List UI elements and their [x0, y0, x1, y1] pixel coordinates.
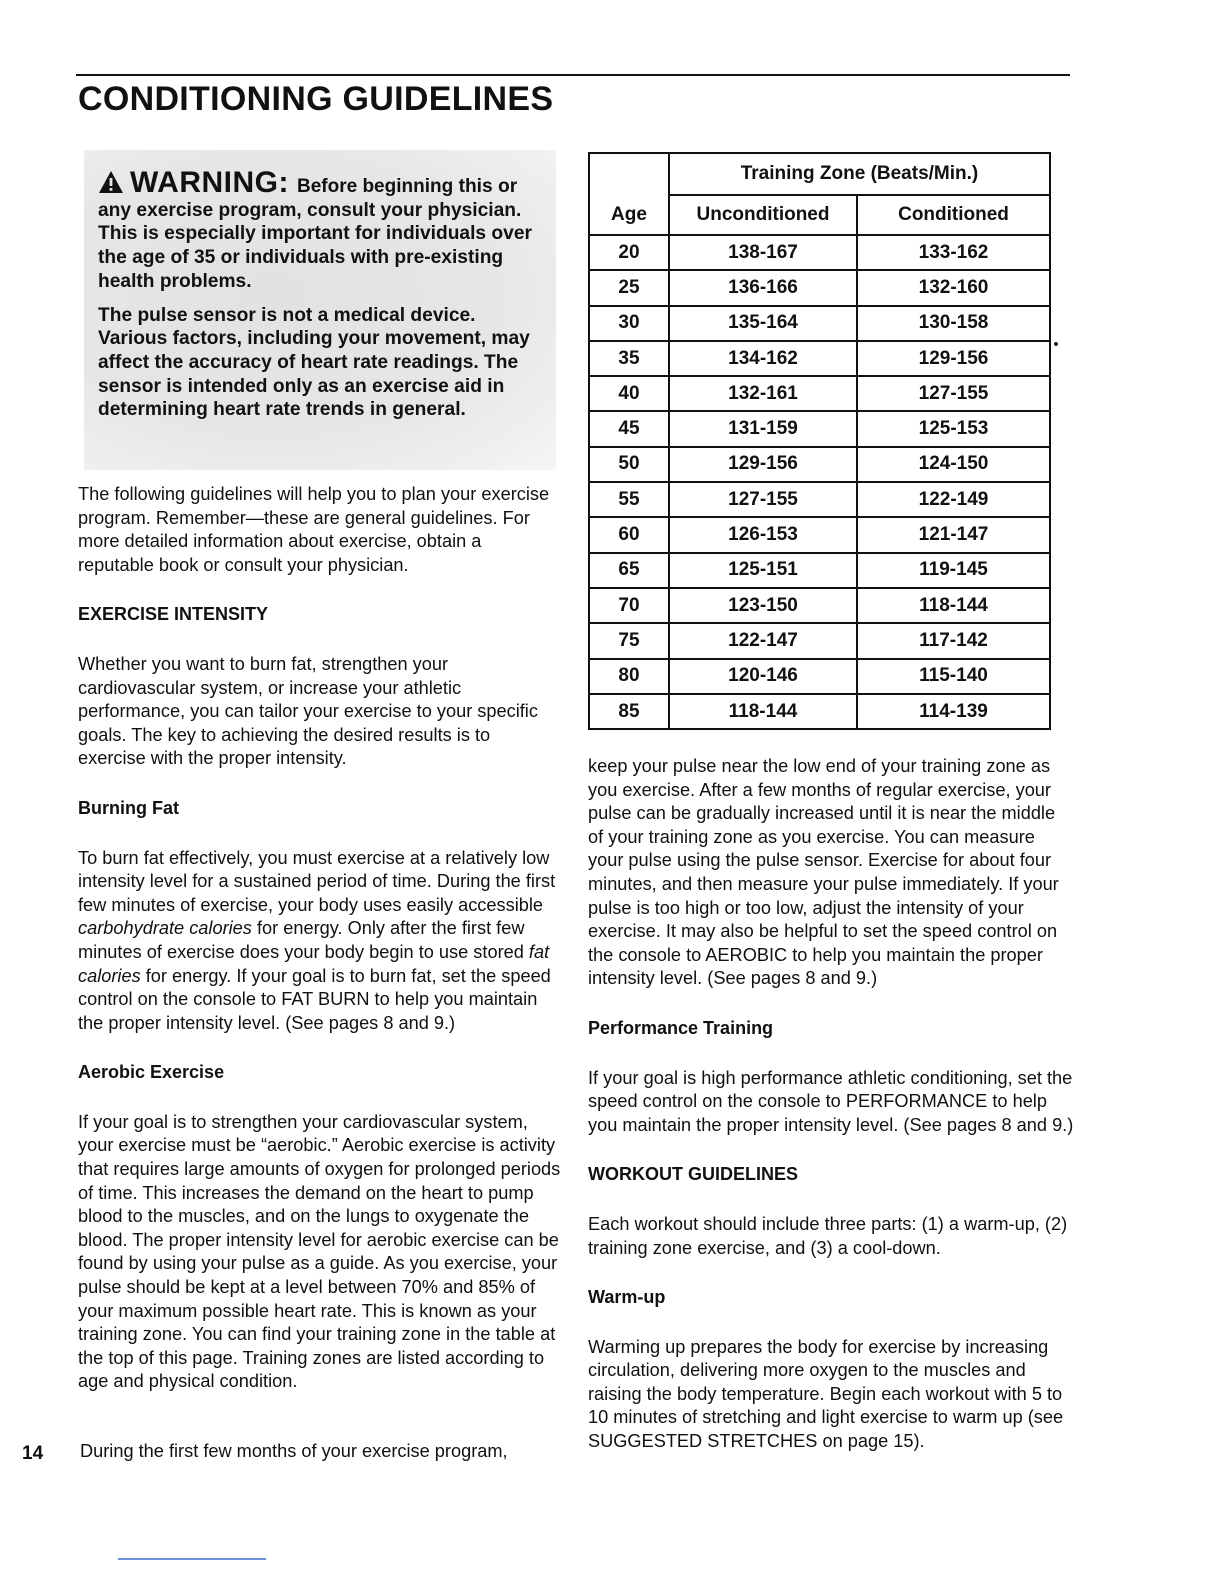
stray-mark — [1054, 342, 1058, 346]
workout-guidelines-heading: WORKOUT GUIDELINES — [588, 1164, 798, 1185]
conditioned-cell: 130-158 — [857, 306, 1050, 341]
age-header: Age — [589, 153, 669, 235]
burning-fat-text-3: for energy. If your goal is to burn fat, set the speed control on the console to FAT BURN to help you maintain the proper intensity level. (See pages 8 and 9.) — [78, 965, 551, 1033]
aerobic-heading: Aerobic Exercise — [78, 1062, 225, 1083]
warning-text-1: this or any exercise program, consult your physician. This is especially important for individuals over the age of 35 or individuals with pre-existing health problems. — [98, 176, 532, 292]
table-row — [589, 235, 1050, 270]
top-rule — [76, 74, 1070, 76]
table-row — [589, 306, 1050, 341]
unconditioned-cell: 123-150 — [669, 588, 857, 623]
training-zone-table — [588, 152, 1051, 730]
age-cell: 65 — [589, 553, 669, 588]
age-cell: 80 — [589, 659, 669, 694]
conditioned-cell: 122-149 — [857, 482, 1050, 517]
conditioned-cell: 114-139 — [857, 694, 1050, 729]
conditioned-header: Conditioned — [857, 195, 1050, 235]
warning-content — [98, 168, 546, 422]
unconditioned-cell: 136-166 — [669, 270, 857, 305]
unconditioned-header: Unconditioned — [669, 195, 857, 235]
burning-fat-body — [78, 847, 562, 1036]
warning-box — [84, 150, 556, 470]
aerobic-body: If your goal is to strengthen your cardiovascular system, your exercise must be “aerobic.” Aerobic exercise is activity that requires large amounts of oxygen for prolonged periods of time. This increases the demand on the heart to pump blood to the muscles, and on the lungs to oxygenate the blood. The proper intensity level for aerobic exercise can be found by using your pulse as a guide. As you exercise, your pulse should be kept at a level between 70% and 85% of your maximum possible heart rate. This is known as your training zone. You can find your training zone in the table at the top of this page. Training zones are listed according to age and physical condition. — [78, 1111, 561, 1392]
aerobic-continued-text: keep your pulse near the low end of your training zone as you exercise. After a few months of regular exercise, your pulse can be gradually increased until it is near the middle of your training zone as you exercise. You can measure your pulse using the pulse sensor. Exercise for about four minutes, and then measure your pulse immediately. If your pulse is too high or too low, adjust the intensity of your exercise. It may also be helpful to set the speed control on the console to AEROBIC to help you maintain the proper intensity level. (See pages 8 and 9.) — [588, 756, 1059, 989]
age-cell: 45 — [589, 411, 669, 446]
age-cell: 40 — [589, 376, 669, 411]
table-row — [589, 659, 1050, 694]
unconditioned-cell: 120-146 — [669, 659, 857, 694]
unconditioned-cell: 138-167 — [669, 235, 857, 270]
age-cell: 85 — [589, 694, 669, 729]
table-group-header-row — [589, 153, 1050, 195]
conditioned-cell: 129-156 — [857, 341, 1050, 376]
table-row — [589, 270, 1050, 305]
performance-body: If your goal is high performance athletic conditioning, set the speed control on the console to PERFORMANCE to help you maintain the proper intensity level. (See pages 8 and 9.) — [588, 1067, 1074, 1135]
warning-heading-row — [98, 168, 453, 199]
table-row — [589, 553, 1050, 588]
unconditioned-cell: 131-159 — [669, 411, 857, 446]
warning-word: WARNING: — [130, 166, 289, 199]
warm-up-heading: Warm-up — [588, 1287, 666, 1308]
age-cell: 55 — [589, 482, 669, 517]
intro-paragraph: The following guidelines will help you to plan your exercise program. Remember—these are general guidelines. For more detailed information about exercise, obtain a reputable book or consult your physician. — [78, 484, 550, 575]
age-cell: 35 — [589, 341, 669, 376]
aerobic-continued — [588, 755, 1074, 991]
burning-fat-text-2: for energy. Only after the first few minutes of exercise does your body begin to use stored — [78, 918, 529, 962]
left-column — [78, 483, 562, 1394]
unconditioned-cell: 127-155 — [669, 482, 857, 517]
table-row — [589, 588, 1050, 623]
training-zone-rows — [589, 235, 1050, 729]
conditioned-cell: 121-147 — [857, 517, 1050, 552]
warning-triangle-icon — [98, 170, 124, 194]
page-title: CONDITIONING GUIDELINES — [78, 80, 554, 118]
conditioned-cell: 117-142 — [857, 623, 1050, 658]
age-cell: 30 — [589, 306, 669, 341]
bottom-link-underline — [118, 1558, 266, 1560]
age-cell: 20 — [589, 235, 669, 270]
warning-lead: Before beginning — [296, 176, 454, 197]
age-cell: 70 — [589, 588, 669, 623]
exercise-intensity-body: Whether you want to burn fat, strengthen your cardiovascular system, or increase your athletic performance, you can tailor your exercise to your specific goals. The key to achieving the desired results is to exercise with the proper intensity. — [78, 653, 538, 769]
unconditioned-cell: 126-153 — [669, 517, 857, 552]
age-cell: 60 — [589, 517, 669, 552]
workout-guidelines-body: Each workout should include three parts: (1) a warm-up, (2) training zone exercise, and (3) a cool-down. — [588, 1213, 1068, 1258]
table-row — [589, 517, 1050, 552]
burning-fat-heading: Burning Fat — [78, 797, 179, 818]
burning-fat-text-1: To burn fat effectively, you must exercise at a relatively low intensity level for a sustained period of time. During the first few minutes of exercise, your body uses easily accessible — [78, 847, 556, 915]
table-row — [589, 341, 1050, 376]
conditioned-cell: 125-153 — [857, 411, 1050, 446]
age-cell: 75 — [589, 623, 669, 658]
performance-heading: Performance Training — [588, 1017, 774, 1038]
conditioned-cell: 133-162 — [857, 235, 1050, 270]
table-row — [589, 623, 1050, 658]
unconditioned-cell: 134-162 — [669, 341, 857, 376]
unconditioned-cell: 135-164 — [669, 306, 857, 341]
conditioned-cell: 127-155 — [857, 376, 1050, 411]
continued-line-left — [80, 1440, 560, 1464]
warning-paragraph-2: The pulse sensor is not a medical device. Various factors, including your movement, may affect the accuracy of heart rate readings. The sensor is intended only as an exercise aid in determining heart rate trends in general. — [98, 304, 530, 421]
warm-up-body: Warming up prepares the body for exercise by increasing circulation, delivering more oxygen to the muscles and raising the body temperature. Begin each workout with 5 to 10 minutes of stretching and light exercise to warm up (see SUGGESTED STRETCHES on page 15). — [588, 1336, 1064, 1452]
table-row — [589, 694, 1050, 729]
conditioned-cell: 118-144 — [857, 588, 1050, 623]
training-zone-header: Training Zone (Beats/Min.) — [669, 153, 1050, 195]
unconditioned-cell: 129-156 — [669, 447, 857, 482]
age-cell: 25 — [589, 270, 669, 305]
table-row — [589, 411, 1050, 446]
warning-paragraph-1 — [98, 168, 546, 294]
unconditioned-cell: 125-151 — [669, 553, 857, 588]
fat-calories-term: fat calories — [78, 941, 550, 986]
unconditioned-cell: 122-147 — [669, 623, 857, 658]
unconditioned-cell: 132-161 — [669, 376, 857, 411]
conditioned-cell: 132-160 — [857, 270, 1050, 305]
table-row — [589, 447, 1050, 482]
page-number: 14 — [22, 1443, 44, 1464]
right-column — [588, 755, 1074, 1454]
conditioned-cell: 115-140 — [857, 659, 1050, 694]
table-row — [589, 482, 1050, 517]
conditioned-cell: 124-150 — [857, 447, 1050, 482]
age-cell: 50 — [589, 447, 669, 482]
exercise-intensity-heading: EXERCISE INTENSITY — [78, 604, 269, 625]
unconditioned-cell: 118-144 — [669, 694, 857, 729]
carbohydrate-calories-term: carbohydrate calories — [78, 918, 252, 939]
conditioned-cell: 119-145 — [857, 553, 1050, 588]
table-row — [589, 376, 1050, 411]
continued-intro: During the first few months of your exercise program, — [80, 1441, 508, 1461]
